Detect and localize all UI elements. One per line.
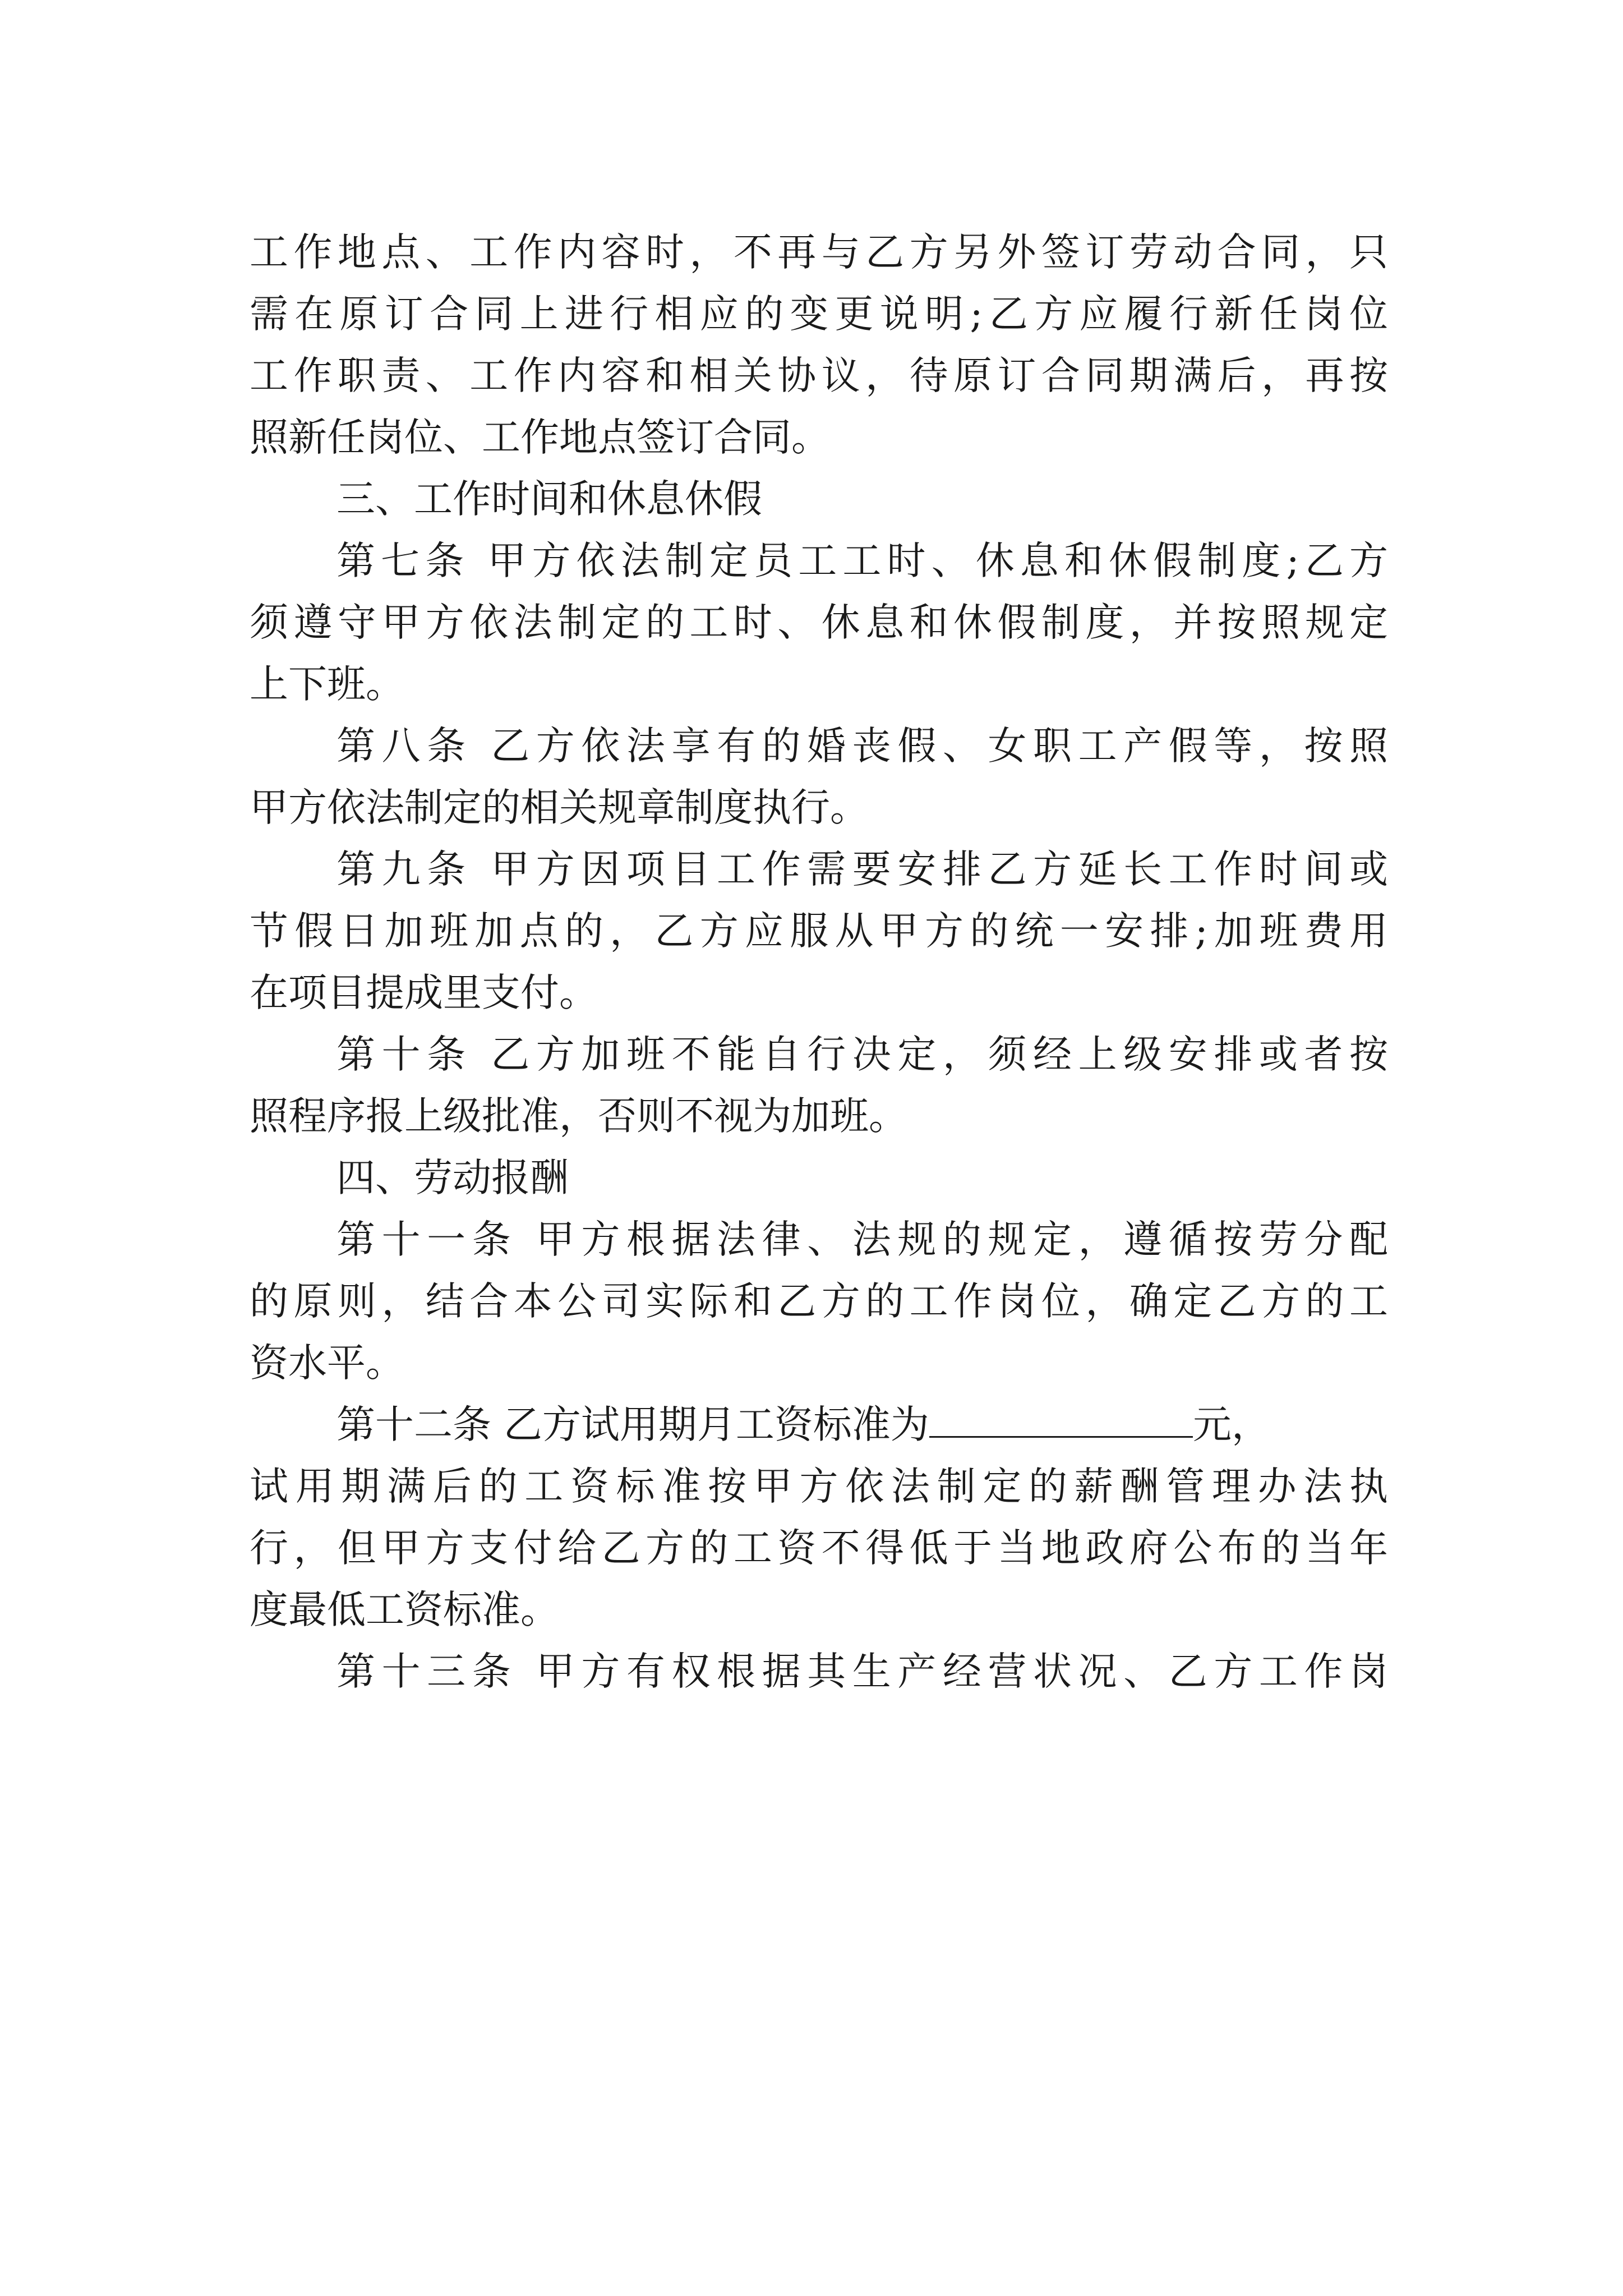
text-line: 第十三条 甲方有权根据其生产经营状况、乙方工作岗 <box>336 1649 1388 1694</box>
text-line: 第八条 乙方依法享有的婚丧假、女职工产假等，按照 <box>336 724 1388 769</box>
text-line: 第七条 甲方依法制定员工工时、休息和休假制度;乙方 <box>336 539 1388 583</box>
text-line: 须遵守甲方依法制定的工时、休息和休假制度，并按照规定 <box>250 600 1388 645</box>
section-heading: 三、工作时间和休息休假 <box>336 477 762 522</box>
document-body <box>250 222 1388 1703</box>
text-segment: 第十二条 乙方试用期月工资标准为 <box>336 1402 929 1447</box>
text-line: 照程序报上级批准，否则不视为加班。 <box>250 1094 907 1139</box>
text-line: 行，但甲方支付给乙方的工资不得低于当地政府公布的当年 <box>250 1526 1388 1571</box>
text-line: 资水平。 <box>250 1341 404 1386</box>
text-line: 第十条 乙方加班不能自行决定，须经上级安排或者按 <box>336 1032 1388 1077</box>
text-line: 第十一条 甲方根据法律、法规的规定，遵循按劳分配 <box>336 1217 1388 1262</box>
text-line: 节假日加班加点的，乙方应服从甲方的统一安排;加班费用 <box>250 909 1388 954</box>
text-line: 工作职责、工作内容和相关协议，待原订合同期满后，再按 <box>250 353 1388 398</box>
text-line: 在项目提成里支付。 <box>250 970 598 1015</box>
text-line: 第九条 甲方因项目工作需要安排乙方延长工作时间或 <box>336 847 1388 892</box>
text-line: 的原则，结合本公司实际和乙方的工作岗位，确定乙方的工 <box>250 1279 1388 1324</box>
text-segment: 元， <box>1192 1402 1270 1447</box>
text-line: 工作地点、工作内容时，不再与乙方另外签订劳动合同，只 <box>250 230 1388 275</box>
text-line: 照新任岗位、工作地点签订合同。 <box>250 415 830 460</box>
text-line: 上下班。 <box>250 662 404 707</box>
fill-in-blank <box>929 1396 1193 1438</box>
text-line: 度最低工资标准。 <box>250 1588 559 1632</box>
section-heading: 四、劳动报酬 <box>336 1156 569 1200</box>
text-line: 试用期满后的工资标准按甲方依法制定的薪酬管理办法执 <box>250 1464 1388 1509</box>
text-line: 甲方依法制定的相关规章制度执行。 <box>250 785 869 830</box>
text-line: 需在原订合同上进行相应的变更说明;乙方应履行新任岗位 <box>250 292 1388 337</box>
text-line-with-blank <box>250 1394 1388 1456</box>
